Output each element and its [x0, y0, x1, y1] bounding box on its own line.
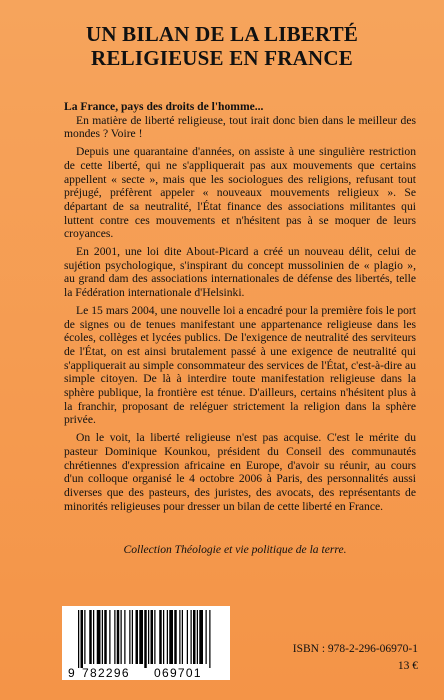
blurb: [64, 100, 416, 517]
price: 13 €: [397, 660, 418, 672]
isbn-number: ISBN : 978-2-296-06970-1: [292, 643, 418, 655]
barcode-graphic: [62, 606, 230, 680]
barcode-digit-first: 9: [68, 666, 75, 680]
barcode-digits-group-1: 782296: [82, 666, 130, 680]
blurb-paragraph-4: Le 15 mars 2004, une nouvelle loi a encadré pour la première fois le port de signes ou de tenues manifestant une appartenance religieuse dans les écoles, collèges et lycées publics. De l'exigence de neutralité des serviteurs de l'État, on est ainsi brutalement passé à une exigence de neutralité qui s'appliquerait au simple consommateur des services de l'État, c'est-à-dire au simple citoyen. De là à interdire toute manifestation religieuse dans la sphère publique, la frontière est ténue. D'ailleurs, certains n'hésitent plus à la franchir, proposant de reléguer strictement la religion dans la sphère privée.: [64, 303, 416, 427]
blurb-paragraph-5: On le voit, la liberté religieuse n'est pas acquise. C'est le mérite du pasteur Dominique Kounkou, président du Conseil des communautés chrétiennes d'expression africaine en Europe, d'avoir su réunir, au cours d'un colloque organisé le 4 octobre 2006 à Paris, des personnalités aussi diverses que des pasteurs, des juristes, des avocats, des représentants de minorités religieuses pour dresser un bilan de cette liberté en France.: [64, 431, 416, 513]
blurb-paragraph-3: En 2001, une loi dite About-Picard a créé un nouveau délit, celui de sujétion psychologique, s'inspirant du concept mussolinien de « plagio », au grand dam des associations internationales de défense des libertés, telle la Fédération internationale d'Helsinki.: [64, 245, 416, 300]
barcode-digits-group-2: 069701: [154, 666, 202, 680]
barcode-bars: [78, 610, 211, 668]
title-line-2: RELIGIEUSE EN FRANCE: [91, 46, 353, 70]
blurb-paragraph-2: Depuis une quarantaine d'années, on assiste à une singulière restriction de cette liberté, qui ne s'appliquerait pas aux mouvements que certains appellent « secte », mais que les sociologues des religions, refusant tout préjugé, préfèrent appeler « nouveaux mouvements religieux ». Se départant de sa neutralité, l'État finance des associations militantes qui luttent contre ces mouvements et n'hésitent pas à se moquer de leurs croyances.: [64, 145, 416, 241]
blurb-lead: La France, pays des droits de l'homme...: [64, 100, 264, 113]
collection-name: Collection Théologie et vie politique de la terre.: [123, 543, 347, 556]
blurb-paragraph-1: En matière de liberté religieuse, tout irait donc bien dans le meilleur des mondes ? Voire !: [64, 113, 416, 141]
barcode: [62, 606, 230, 680]
book-title: [0, 22, 444, 70]
title-line-1: UN BILAN DE LA LIBERTÉ: [85, 22, 359, 46]
